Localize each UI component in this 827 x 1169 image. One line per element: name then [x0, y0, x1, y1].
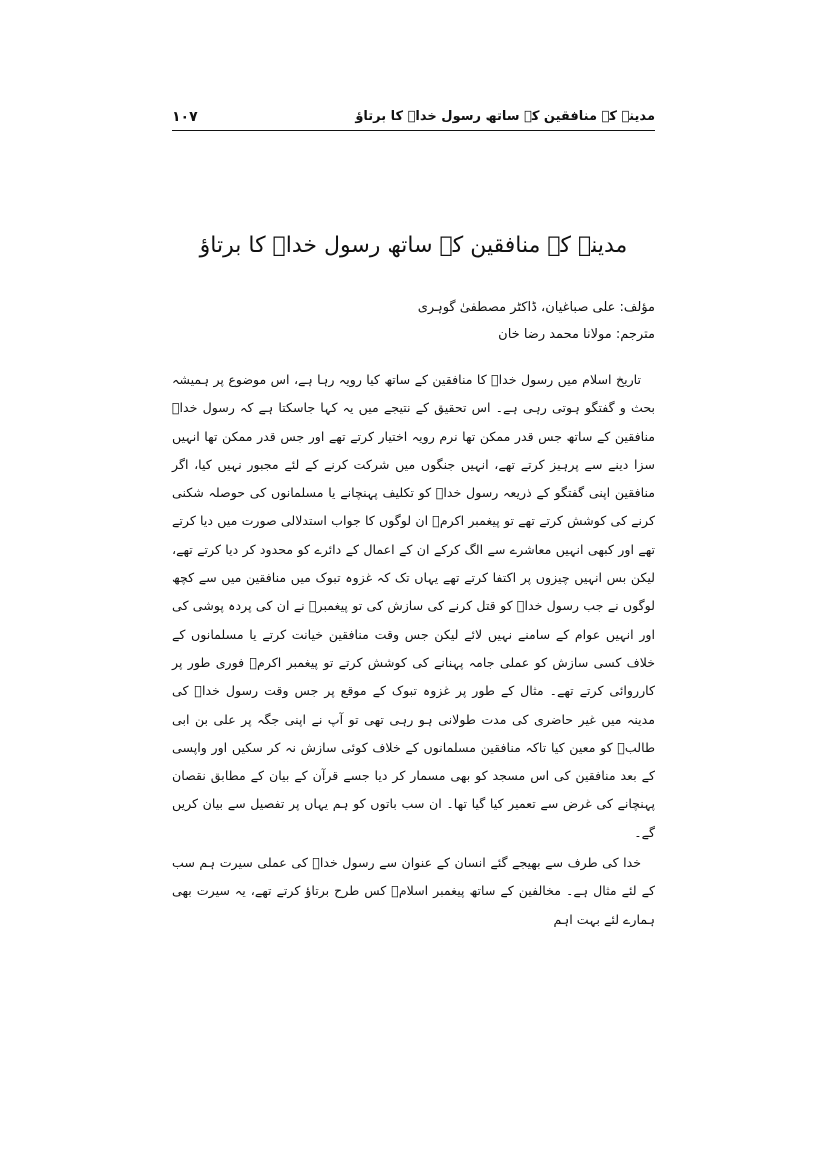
body-paragraph-1: تاریخ اسلام میں رسول خداؐ کا منافقین کے ساتھ کیا رویہ رہا ہے، اس موضوع پر ہمیشہ بحث و گفتگو ہوتی رہی ہے۔ اس تحقیق کے نتیجے میں یہ کہا جاسکتا ہے کہ رسول خداؐ منافقین کے ساتھ جس قدر ممکن تھا نرم رویہ اختیار کرتے تھے اور جس قدر ممکن تھا انہیں سزا دینے سے پرہیز کرتے تھے، انہیں جنگوں میں شرکت کرنے کے لئے مجبور نہیں کیا، اگر منافقین اپنی گفتگو کے ذریعہ رسول خداؐ کو تکلیف پہنچانے یا مسلمانوں کی حوصلہ شکنی کرنے کی کوشش کرتے تھے تو پیغمبر اکرمؐ ان لوگوں کا جواب استدلالی صورت میں دیا کرتے تھے اور کبھی انہیں معاشرے سے الگ کرکے ان کے اعمال کے دائرے کو محدود کر دیا کرتے تھے، لیکن بس انہیں چیزوں پر اکتفا کرتے تھے یہاں تک کہ غزوہ تبوک میں منافقین میں سے کچھ لوگوں نے جب رسول خداؐ کو قتل کرنے کی سازش کی تو پیغمبرؐ نے ان کی پردہ پوشی کی اور انہیں عوام کے سامنے نہیں لائے لیکن جس وقت منافقین خیانت کرتے یا مسلمانوں کے خلاف کسی سازش کو عملی جامہ پہنانے کی کوشش کرتے تو پیغمبر اکرمؐ فوری طور پر کارروائی کرتے تھے۔ مثال کے طور پر غزوہ تبوک کے موقع پر جس وقت رسول خداؐ کی مدینہ میں غیر حاضری کی مدت طولانی ہو رہی تھی تو آپ نے اپنی جگہ پر علی بن ابی طالبؑ کو معین کیا تاکہ منافقین مسلمانوں کے خلاف کوئی سازش نہ کر سکیں اور واپسی کے بعد منافقین کی اس مسجد کو بھی مسمار کر دیا جسے قرآن کے بیان کے مطابق نقصان پہنچانے کی غرض سے تعمیر کیا گیا تھا۔ ان سب باتوں کو ہم یہاں پر تفصیل سے بیان کریں گے۔: [172, 372, 655, 840]
translator-credit: مترجم: مولانا محمد رضا خان: [498, 327, 655, 342]
page-number: ۱۰۷: [172, 109, 198, 125]
page-header: [172, 108, 655, 131]
article-title: مدینہ کے منافقین کے ساتھ رسول خداؐ کا برتاؤ: [199, 233, 628, 258]
body-paragraph-2: خدا کی طرف سے بھیجے گئے انسان کے عنوان سے رسول خداؐ کی عملی سیرت ہم سب کے لئے مثال ہے۔ مخالفین کے ساتھ پیغمبر اسلامؐ کس طرح برتاؤ کرتے تھے، یہ سیرت بھی ہمارے لئے بہت اہم: [172, 855, 655, 927]
author-credit: مؤلف: علی صباغیان، ڈاکٹر مصطفیٰ گوہری: [417, 300, 655, 315]
article-body: [172, 366, 655, 934]
running-title: مدینہ کے منافقین کے ساتھ رسول خداؐ کا برتاؤ: [355, 109, 655, 124]
